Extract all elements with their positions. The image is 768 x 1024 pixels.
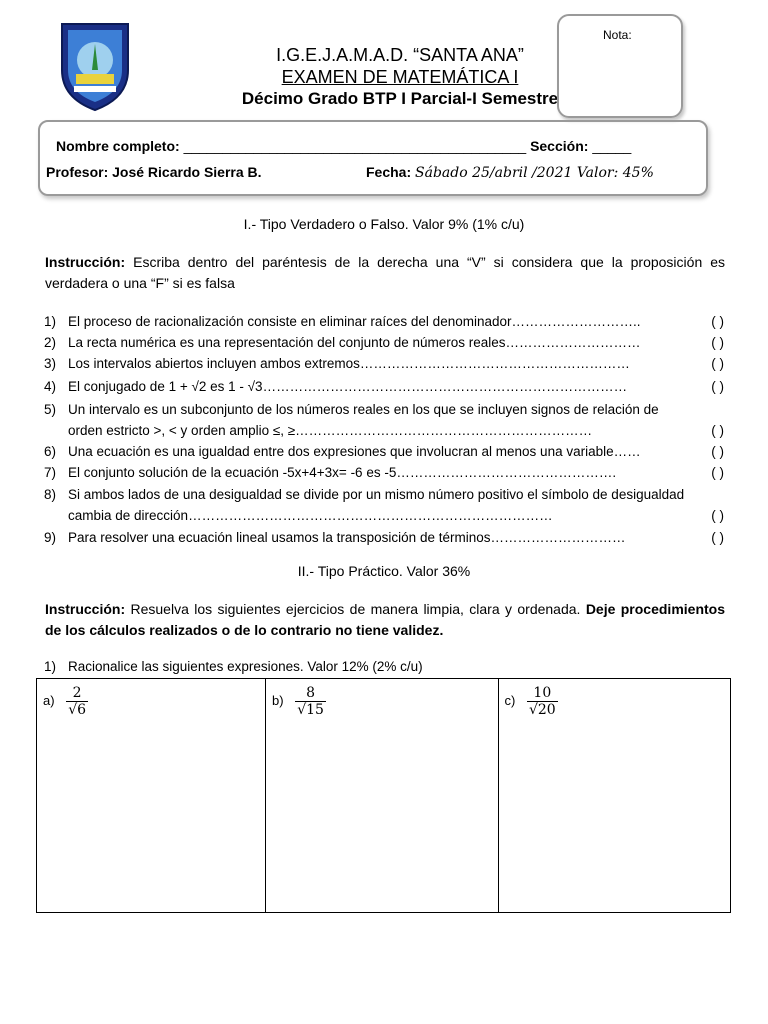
answer-parenthesis[interactable]: ( ) [711, 508, 724, 523]
fraction [66, 685, 88, 718]
item-number: 6) [44, 444, 57, 459]
item-number: 8) [44, 487, 57, 502]
fraction-numerator: 10 [527, 685, 558, 702]
list-item [44, 399, 724, 441]
radicand: 20 [537, 702, 556, 718]
instruction-text: Resuelva los siguientes ejercicios de manera limpia, clara y ordenada. [125, 601, 586, 617]
item-text: Una ecuación es una igualdad entre dos expresiones que involucran al menos una variable…… [68, 444, 641, 459]
section-label: Sección: [530, 138, 589, 154]
exercise-cell-a[interactable] [37, 679, 266, 913]
instruction-label: Instrucción: [45, 601, 126, 617]
list-item [44, 353, 724, 374]
answer-parenthesis[interactable]: ( ) [711, 530, 724, 545]
question-1 [44, 656, 724, 677]
answer-parenthesis[interactable]: ( ) [711, 335, 724, 350]
item-number: 1) [44, 314, 57, 329]
item-number: 5) [44, 402, 57, 417]
answer-parenthesis[interactable]: ( ) [711, 314, 724, 329]
fraction [527, 685, 558, 718]
item-text: Los intervalos abiertos incluyen ambos extremos…………………………………………………… [68, 356, 630, 371]
question-number: 1) [44, 659, 57, 674]
section-field[interactable]: _____ [592, 138, 632, 154]
list-item [44, 462, 724, 483]
grade-label: Nota: [603, 28, 632, 42]
grade-box[interactable] [557, 14, 683, 118]
item-text: El conjunto solución de la ecuación -5x+4+3x= -6 es -5…………………………………………. [68, 465, 617, 480]
exercise-label: b) [272, 692, 284, 708]
instruction-label: Instrucción: [45, 254, 126, 270]
section1-title: I.- Tipo Verdadero o Falso. Valor 9% (1% c/u) [243, 216, 525, 232]
grade-subtitle: Décimo Grado BTP I Parcial-I Semestre [241, 89, 559, 108]
item-text: La recta numérica es una representación del conjunto de números reales………………………… [68, 335, 641, 350]
exam-title: EXAMEN DE MATEMÁTICA I [281, 67, 519, 87]
section1-instruction [45, 252, 725, 294]
date-label: Fecha: [366, 164, 412, 180]
item-number: 9) [44, 530, 57, 545]
exercise-cell-c[interactable] [498, 679, 731, 913]
exercise-label: c) [504, 692, 516, 708]
name-label: Nombre completo: [56, 138, 180, 154]
radicand: 15 [306, 702, 324, 718]
item-number: 4) [44, 379, 57, 394]
fraction [295, 685, 326, 718]
fraction-denominator: √6 [68, 702, 87, 718]
answer-parenthesis[interactable]: ( ) [711, 423, 724, 438]
item-text: Un intervalo es un subconjunto de los números reales en los que se incluyen signos de relación de orden estricto >, < y orden amplio ≤, ≥………………………………………………………… [68, 402, 659, 438]
name-row [56, 138, 631, 154]
school-logo [56, 20, 134, 112]
instruction-bold: Deje procedimientos de los cálculos realizados o de lo contrario no tiene validez. [45, 601, 726, 638]
item-number: 2) [44, 335, 57, 350]
item-number: 7) [44, 465, 57, 480]
fraction-numerator: 8 [295, 685, 326, 702]
name-field[interactable]: ____________________________________________ [183, 138, 527, 154]
list-item [44, 332, 724, 353]
date-value: Sábado 25/abril /2021 Valor: 45% [415, 165, 654, 181]
answer-parenthesis[interactable]: ( ) [711, 379, 724, 394]
answer-parenthesis[interactable]: ( ) [711, 465, 724, 480]
institution-name: I.G.E.J.A.M.A.D. “SANTA ANA” [276, 45, 524, 65]
exercise-label: a) [43, 692, 55, 708]
list-item [44, 527, 724, 548]
item-text: Si ambos lados de una desigualdad se divide por un mismo número positivo el símbolo de desigualdad cambia de dirección……………………………………………………………………… [68, 487, 685, 523]
date-row [366, 164, 654, 181]
exercise-cell-b[interactable] [266, 679, 498, 913]
item-number: 3) [44, 356, 57, 371]
answer-parenthesis[interactable]: ( ) [711, 444, 724, 459]
exam-header [200, 44, 600, 110]
question-text: Racionalice las siguientes expresiones. Valor 12% (2% c/u) [68, 659, 423, 674]
teacher-label: Profesor: José Ricardo Sierra B. [46, 164, 262, 180]
list-item [44, 441, 724, 462]
answer-parenthesis[interactable]: ( ) [711, 356, 724, 371]
student-info-box [38, 120, 708, 196]
radicand: 6 [77, 702, 87, 718]
section2-title: II.- Tipo Práctico. Valor 36% [297, 563, 471, 579]
item-text: Para resolver una ecuación lineal usamos la transposición de términos………………………… [68, 530, 626, 545]
item-text: El proceso de racionalización consiste en eliminar raíces del denominador……………………….. [68, 314, 641, 329]
section2-instruction [45, 599, 725, 641]
fraction-denominator: √15 [297, 702, 324, 718]
item-text: El conjugado de 1 + √2 es 1 - √3……………………………………………………………………… [68, 379, 628, 394]
instruction-text: Escriba dentro del paréntesis de la derecha una “V” si considera que la proposición es verdadera o una “F” si es falsa [45, 254, 725, 291]
list-item [44, 484, 724, 526]
fraction-denominator: √20 [528, 702, 556, 718]
list-item [44, 376, 724, 397]
list-item [44, 311, 724, 332]
fraction-numerator: 2 [66, 685, 88, 702]
exercise-table [36, 678, 731, 913]
